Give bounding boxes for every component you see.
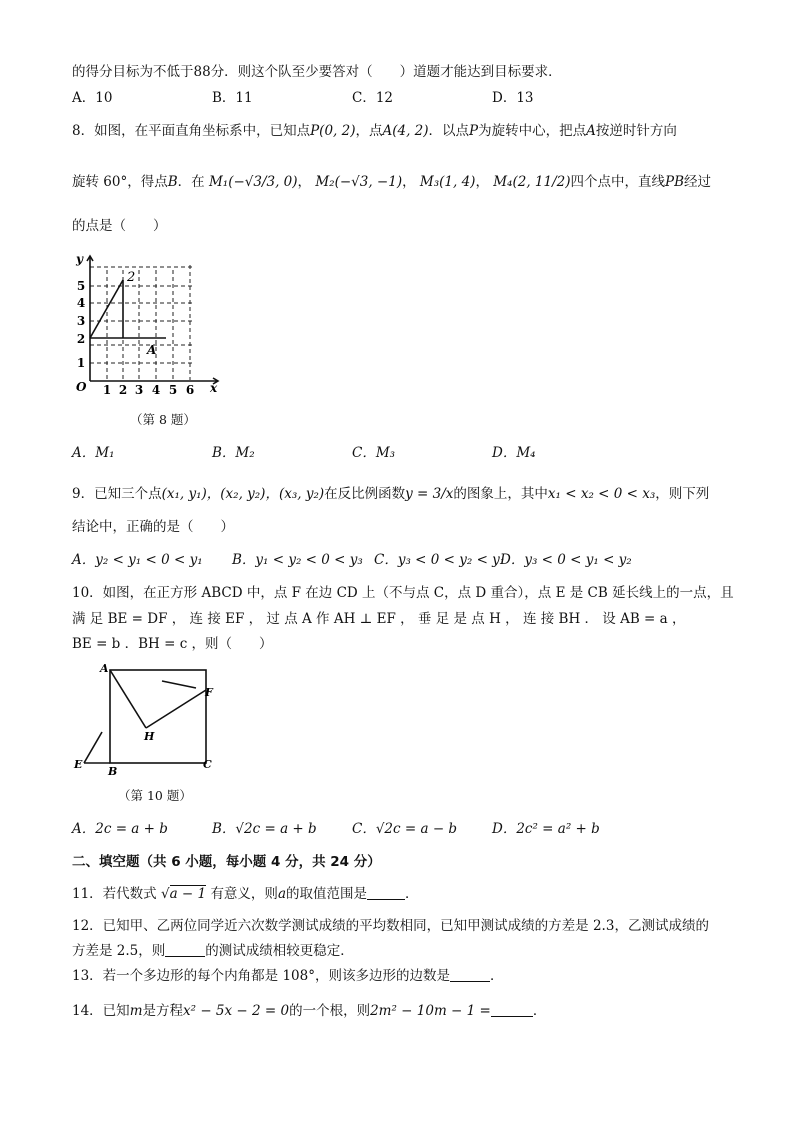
q7-text-b: 分．则这个队至少要答对（ ）道题才能达到目标要求． bbox=[210, 64, 562, 80]
q8-y-tick: 3 bbox=[76, 314, 86, 328]
q12-text-b: 的测试成绩相较更稳定． bbox=[205, 943, 354, 959]
q8-x-tick: 3 bbox=[134, 383, 144, 397]
q8-fig-b-mark: 2 bbox=[127, 270, 136, 285]
q10-segment-fh bbox=[162, 681, 196, 688]
q10-label-b: B bbox=[108, 765, 118, 778]
q8-point-p: P(0, 2) bbox=[310, 123, 356, 139]
q8-line2: 旋转 60°，得点B．在 M₁(−√3/3, 0)， M₂(−√3, −1)， M₃(1, 4)， M₄(2, 11/2)四个点中，直线PB经过 bbox=[72, 174, 712, 190]
q9-condition: x₁ < x₂ < 0 < x₃ bbox=[547, 486, 656, 502]
q12-answer-blank[interactable] bbox=[165, 942, 205, 957]
q10-option-b[interactable]: B．√2c = a + b bbox=[212, 821, 317, 837]
q10-option-d[interactable]: D．2c² = a² + b bbox=[492, 821, 600, 837]
q14-text bbox=[72, 1001, 546, 1021]
q8-text-e: 按逆时针方向 bbox=[595, 123, 677, 139]
q11-text-d: ． bbox=[405, 886, 419, 902]
q9-text-d: ，则下列 bbox=[655, 486, 710, 502]
q8-text-i: 经过 bbox=[684, 174, 712, 190]
q12-line1: 12．已知甲、乙两位同学近六次数学测试成绩的平均数相同，已知甲测试成绩的方差是 2.3，乙测试成绩的 bbox=[72, 918, 709, 934]
q14-text-c: 的一个根，则 bbox=[289, 1003, 371, 1019]
q14-text-d: ． bbox=[532, 1003, 547, 1019]
q7-option-a[interactable]: A．10 bbox=[72, 90, 113, 106]
q8-option-d[interactable]: D．M₄ bbox=[492, 445, 536, 461]
q8-m3: M₃(1, 4) bbox=[419, 174, 476, 190]
q10-line1: 10．如图，在正方形 ABCD 中，点 F 在边 CD 上（不与点 C，点 D 重合），点 E 是 CB 延长线上的一点，且 bbox=[72, 585, 734, 601]
q8-line1 bbox=[72, 121, 677, 141]
q14-var: m bbox=[129, 1003, 143, 1019]
q9-option-b[interactable]: B．y₁ < y₂ < 0 < y₃ bbox=[232, 552, 363, 568]
q8-y-tick: 1 bbox=[76, 356, 86, 370]
q7-text-a: 的得分目标为不低于 bbox=[72, 64, 194, 80]
q9-text-b: 在反比例函数 bbox=[324, 486, 406, 502]
q8-origin: O bbox=[76, 380, 87, 394]
q7-option-d[interactable]: D．13 bbox=[492, 90, 534, 106]
q8-text-g: ．在 bbox=[177, 174, 205, 190]
q8-m1: M₁(−√3/3, 0) bbox=[208, 174, 298, 190]
q7-option-b[interactable]: B．11 bbox=[212, 90, 253, 106]
q9-line1 bbox=[72, 484, 709, 504]
q8-x-tick: 1 bbox=[102, 383, 112, 397]
q8-x-tick: 4 bbox=[151, 383, 161, 397]
q8-figure bbox=[70, 250, 230, 400]
q8-text-a: 8．如图，在平面直角坐标系中，已知点 bbox=[72, 123, 311, 139]
q9-option-c[interactable]: C．y₃ < 0 < y₂ < y₁ bbox=[374, 552, 506, 568]
q8-text-d: 为旋转中心，把点 bbox=[478, 123, 587, 139]
q7-score: 88 bbox=[193, 64, 211, 80]
q11-radicand: a − 1 bbox=[169, 886, 207, 902]
q10-label-e: E bbox=[74, 758, 83, 771]
q8-y-tick: 2 bbox=[76, 332, 86, 346]
q8-option-c[interactable]: C．M₃ bbox=[352, 445, 396, 461]
q10-label-f: F bbox=[205, 686, 213, 699]
q10-option-a[interactable]: A．2c = a + b bbox=[72, 821, 168, 837]
q8-caption: （第 8 题） bbox=[130, 412, 196, 427]
q8-p-name: P bbox=[469, 123, 479, 139]
q8-option-b[interactable]: B．M₂ bbox=[212, 445, 255, 461]
q10-caption: （第 10 题） bbox=[118, 788, 192, 803]
q8-m4: M₄(2, 11/2) bbox=[493, 174, 571, 190]
q8-x-tick: 6 bbox=[185, 383, 195, 397]
q8-b-name: B bbox=[167, 174, 178, 190]
q9-function: y = 3/x bbox=[405, 486, 454, 502]
q13-answer-blank[interactable] bbox=[450, 967, 490, 982]
q9-points: (x₁, y₁)，(x₂, y₂)，(x₃, y₂) bbox=[161, 486, 325, 502]
q8-y-tick: 5 bbox=[76, 279, 86, 293]
q10-line2: 满 足 BE = DF ， 连 接 EF ， 过 点 A 作 AH ⊥ EF ， 垂 足 是 点 H ， 连 接 BH ． 设 AB = a ， bbox=[72, 611, 686, 627]
q12-line2 bbox=[72, 941, 354, 961]
q8-text-c: ．以点 bbox=[428, 123, 470, 139]
q11-text-a: 11．若代数式 bbox=[72, 886, 157, 902]
q14-equation: x² − 5x − 2 = 0 bbox=[183, 1003, 290, 1019]
q8-m2: M₂(−√3, −1) bbox=[315, 174, 403, 190]
q14-answer-blank[interactable] bbox=[491, 1002, 533, 1017]
q10-label-h: H bbox=[144, 730, 155, 743]
q12-text-a: 方差是 2.5，则 bbox=[72, 943, 166, 959]
q8-option-a[interactable]: A．M₁ bbox=[72, 445, 115, 461]
q8-fig-label-a: A bbox=[147, 343, 157, 357]
q8-text-f: 旋转 60°，得点 bbox=[72, 174, 168, 190]
q8-x-tick: 5 bbox=[168, 383, 178, 397]
q13-text-b: ． bbox=[490, 968, 504, 984]
q11-text-c: 的取值范围是 bbox=[286, 886, 367, 902]
q13-text-a: 13．若一个多边形的每个内角都是 108°，则该多边形的边数是 bbox=[72, 968, 450, 984]
q9-line2: 结论中，正确的是（ ） bbox=[72, 519, 234, 535]
q10-option-c[interactable]: C．√2c = a − b bbox=[352, 821, 458, 837]
q11-text bbox=[72, 884, 419, 904]
q10-label-c: C bbox=[203, 758, 212, 771]
q9-text-c: 的图象上，其中 bbox=[453, 486, 548, 502]
q8-axis-y: y bbox=[76, 252, 83, 266]
section2-title: 二、填空题（共 6 小题，每小题 4 分，共 24 分） bbox=[72, 854, 381, 870]
q10-line3: BE = b ．BH = c ，则（ ） bbox=[72, 636, 273, 652]
q8-pb: PB bbox=[665, 174, 685, 190]
q10-segment-hf bbox=[146, 690, 206, 728]
q9-option-d[interactable]: D．y₃ < 0 < y₁ < y₂ bbox=[500, 552, 632, 568]
q10-square bbox=[110, 670, 206, 763]
q8-line3: 的点是（ ） bbox=[72, 218, 167, 234]
q8-a-name: A bbox=[586, 123, 596, 139]
q9-option-a[interactable]: A．y₂ < y₁ < 0 < y₁ bbox=[72, 552, 203, 568]
q8-x-tick: 2 bbox=[118, 383, 128, 397]
q9-text-a: 9．已知三个点 bbox=[72, 486, 162, 502]
q8-text-h: 四个点中，直线 bbox=[570, 174, 665, 190]
q8-text-b: ，点 bbox=[355, 123, 383, 139]
q14-text-b: 是方程 bbox=[142, 1003, 183, 1019]
q10-figure bbox=[72, 660, 222, 778]
q7-text bbox=[72, 62, 562, 82]
q14-text-a: 14．已知 bbox=[72, 1003, 130, 1019]
q11-text-b: 有意义，则 bbox=[210, 886, 278, 902]
q8-axis-x: x bbox=[210, 381, 218, 395]
q10-segment-ef bbox=[84, 732, 102, 763]
q7-option-c[interactable]: C．12 bbox=[352, 90, 394, 106]
q10-label-a: A bbox=[100, 662, 109, 675]
q8-y-tick: 4 bbox=[76, 296, 86, 310]
q11-answer-blank[interactable] bbox=[367, 885, 405, 900]
q13-text bbox=[72, 966, 504, 986]
q11-var: a bbox=[277, 886, 286, 902]
q8-segments bbox=[90, 280, 166, 338]
q11-sqrt: √a − 1 bbox=[160, 886, 207, 902]
q8-grid bbox=[90, 265, 195, 380]
q14-expression: 2m² − 10m − 1 = bbox=[370, 1003, 491, 1019]
q8-point-a: A(4, 2) bbox=[382, 123, 429, 139]
q10-segment-ah bbox=[110, 670, 146, 728]
